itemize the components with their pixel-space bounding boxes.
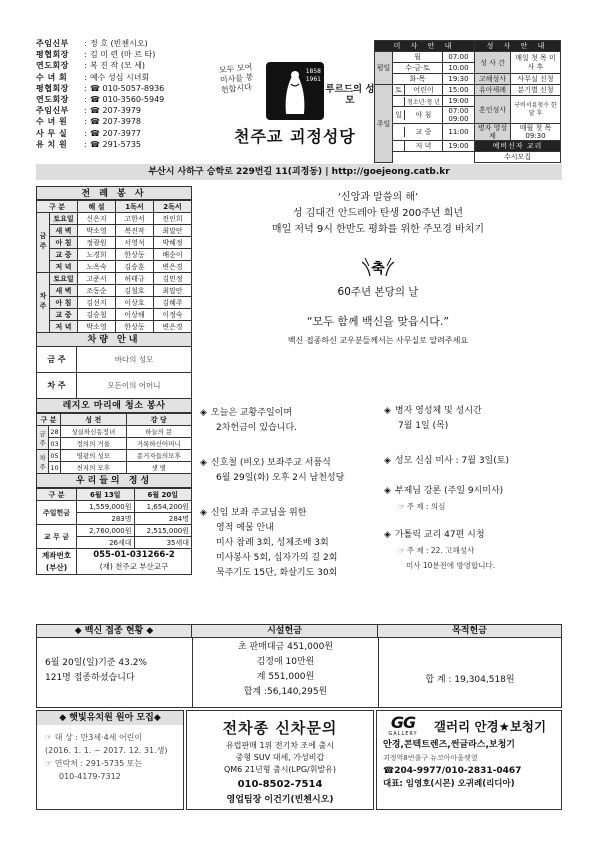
mass-row-time: 07:00 09:00: [443, 107, 475, 124]
staff-label: 유 치 원: [36, 139, 68, 149]
staff-label: 수 녀 회: [36, 72, 68, 82]
news-left-2: ◈ 신호철 (비오) 보좌주교 서품식 6월 29일(화) 오후 2시 남천성당: [200, 456, 380, 486]
vaccine-message: “모두 함께 백신을 맞읍시다.”: [306, 315, 450, 328]
cleaning-cell: 하늘의 문: [126, 426, 192, 438]
mass-row-name: 수·금·토: [393, 63, 443, 74]
mass-row-name: 청소년·청 년: [407, 98, 440, 106]
liturgy-col: 구 분: [37, 201, 78, 213]
liturgy-group-label: 금주: [39, 231, 47, 252]
lourdes-title: 루르드의 성모: [325, 84, 375, 106]
saturday-label: 토: [393, 85, 405, 95]
bank-account: [36, 549, 192, 575]
staff-value: ☎ 207-3979: [90, 106, 142, 116]
staff-label: 평협회장: [36, 50, 69, 60]
theme-line: ‘신앙과 말씀의 해’: [337, 192, 419, 203]
car-ad-phone: 010-8502-7514: [237, 779, 323, 790]
liturgy-cell: 고준서: [78, 273, 116, 285]
liturgy-cell: 한상동: [116, 249, 154, 261]
staff-directory: [36, 38, 186, 150]
bottom-table-body: [36, 638, 562, 708]
news-text: 영적 예물 안내: [216, 523, 274, 533]
news-right-2: ◈ 성모 신심 미사 : 7월 3일(토): [384, 456, 509, 466]
liturgy-cell: 노경희: [78, 249, 116, 261]
staff-row: 연도회장 : 복 진 작 (모 세): [36, 60, 186, 71]
kindergarten-ad: [36, 710, 184, 810]
vehicle-title: 차량 안내: [36, 333, 192, 347]
year-end: 1961: [305, 76, 321, 83]
staff-row: 수 녀 회 : 예수 성심 시녀회: [36, 72, 186, 83]
liturgy-cell: 김혜주: [154, 297, 192, 309]
mass-row-time: 19:30: [443, 74, 475, 85]
sacrament-name: 유아세례: [475, 85, 511, 96]
sacrament-name: 성 사 간: [475, 52, 511, 74]
cleaning-cell: 천지의 모후: [61, 462, 127, 474]
staff-label: 수 녀 원: [36, 117, 68, 127]
sacrament-name: 고해성사: [475, 74, 511, 85]
cleaning-row: [37, 438, 192, 450]
liturgy-title: 전 례 봉 사: [36, 186, 192, 200]
liturgy-cell: 정광원: [78, 237, 116, 249]
offering-edu-label: 교 무 금: [37, 525, 77, 549]
staff-value: ☎ 010-3560-5949: [90, 95, 165, 105]
cleaning-cell: 종거자들의모후: [126, 450, 192, 462]
cleaning-cell: 영광의 성모: [61, 450, 127, 462]
liturgy-cell: 박혜정: [154, 237, 192, 249]
liturgy-cell: 배순이: [154, 249, 192, 261]
staff-label: 주임신부: [36, 106, 69, 116]
gallery-logo-mark: GG: [390, 713, 416, 732]
celebration-icon: [358, 252, 398, 282]
car-dealer-ad: [186, 710, 374, 810]
staff-value: 예수 성심 시녀회: [90, 72, 150, 82]
staff-row: 평협회장 : ☎ 010-5057-8936: [36, 83, 186, 94]
car-ad-manager: 영업팀장 이건기(빈첸시오): [226, 795, 334, 805]
liturgy-row: [37, 249, 192, 261]
offering-cell: 35세대: [134, 537, 192, 549]
news-right-4: ◈ 가톨릭 교리 47편 시청 ☞ 주 제 : 22. 고해성사 미사 10분전에 방영합니다.: [384, 528, 562, 573]
staff-row: 수 녀 원 : ☎ 207-3978: [36, 116, 186, 127]
liturgy-cell: 이정숙: [154, 309, 192, 321]
car-ad-line: 중형 SUV 대세, 가성비갑: [235, 753, 325, 762]
liturgy-table: [36, 200, 192, 333]
theme-line: 성 김대건 안드레아 탄생 200주년 희년: [292, 208, 464, 219]
cleaning-group-label: 금주: [37, 426, 49, 450]
mass-row-name: 어린이: [413, 86, 434, 94]
liturgy-slot: 토요일: [50, 213, 78, 225]
sacrament-name: 병자 영성체: [475, 124, 511, 141]
liturgy-cell: 조동순: [78, 285, 116, 297]
staff-value: 복 진 작 (모 세): [90, 61, 146, 71]
liturgy-cell: 복진작: [116, 225, 154, 237]
cleaning-cell: 거룩하신어머니: [126, 438, 192, 450]
gallery-logo: [383, 715, 423, 737]
cleaning-row: [37, 450, 192, 462]
news-text: 가톨릭 교리 47편 시청: [394, 530, 485, 540]
news-text: 미사봉사 5회, 십자가의 길 2회: [216, 553, 338, 563]
news-subtext: 주 제 : 의심: [406, 502, 446, 511]
liturgy-cell: 최말안: [154, 225, 192, 237]
news-subtext: 주 제 : 22. 고해성사: [406, 546, 475, 555]
liturgy-cell: 변은경: [154, 321, 192, 333]
gallery-logo-sub: GALLERY: [388, 731, 418, 737]
staff-value: 김 미 련 (마 르 타): [90, 50, 156, 60]
vehicle-this-week-label: 금 주: [37, 347, 77, 372]
news-text: 미사 참례 3회, 성체조배 3회: [216, 538, 329, 548]
offering-cell: 283명: [77, 513, 135, 525]
news-left-3: ◈ 신임 보좌 주교님을 위한 영적 예물 안내 미사 참례 3회, 성체조배 3회 미사봉사 5회, 십자가의 길 2회 묵주기도 15단, 화살기도 30회: [200, 506, 390, 581]
sacrament-value: 매월 첫 목 09:30: [511, 124, 561, 141]
optician-ad: [376, 710, 562, 810]
church-name: 천주교 괴정성당: [234, 127, 356, 146]
offering-col: 구 분: [37, 489, 77, 501]
liturgy-cell: 이상해: [116, 309, 154, 321]
news-subtext: 미사 10분전에 방영합니다.: [406, 561, 496, 570]
main-content: [194, 186, 562, 578]
liturgy-slot: 아 침: [50, 297, 78, 309]
cleaning-row: [37, 426, 192, 438]
sacrament-value: 매일 첫 목 미사 후: [511, 52, 561, 74]
cleaning-group-label: 차주: [37, 450, 49, 474]
church-logo-block: [220, 62, 400, 154]
mass-header: 미 사 안 내: [375, 41, 475, 52]
news-text: 6월 29일(화) 오후 2시 남천성당: [216, 473, 345, 483]
svg-text:축: 축: [371, 261, 385, 277]
optician-line: 괴정역8번출구 뉴코아아울렛옆: [383, 754, 478, 762]
mass-row-name: 아 침: [415, 111, 432, 119]
staff-value: 정 호 (빈첸시오): [90, 39, 148, 48]
liturgy-cell: 허태규: [116, 273, 154, 285]
mass-row-time: 15:00: [443, 85, 475, 96]
liturgy-slot: 토요일: [50, 273, 78, 285]
optician-owner: 대표: 임영호(시몬) 오귀례(리디아): [383, 779, 515, 789]
purpose-total: 합 계 : 19,304,518원: [425, 675, 515, 685]
liturgy-slot: 새 벽: [50, 285, 78, 297]
cleaning-col: 강 당: [126, 414, 192, 426]
liturgy-slot: 아 침: [50, 237, 78, 249]
liturgy-cell: 고한서: [116, 213, 154, 225]
facility-line: 초 판매대금 451,000원: [237, 642, 334, 652]
staff-value: ☎ 207-3978: [90, 117, 142, 127]
facility-line: 계 551,000원: [256, 672, 315, 682]
liturgy-row: [37, 213, 192, 225]
liturgy-col: 1독서: [116, 201, 154, 213]
offering-cell: 1,559,000원: [77, 501, 135, 513]
motto-calligraphy: 모두 모여 미사를 봉헌합시다: [218, 62, 254, 95]
staff-row: 연도회장 : ☎ 010-3560-5949: [36, 94, 186, 105]
staff-label: 평협회장: [36, 83, 69, 93]
vehicle-next-week: [36, 373, 192, 399]
news-text: 병자 영성체 및 성시간: [394, 406, 482, 416]
bank-number: 055-01-031266-2: [93, 550, 175, 560]
news-text: 신호철 (비오) 보좌주교 서품식: [210, 458, 331, 468]
liturgy-cell: 김승훈: [116, 261, 154, 273]
liturgy-cell: 전인희: [154, 213, 192, 225]
cleaning-team-no: 10: [50, 463, 59, 472]
jubilee-title: 60주년 본당의 날: [337, 286, 419, 298]
address-bar: 부산시 사하구 승학로 229번길 11(괴정동) | http://goejeong.catb.kr: [36, 164, 562, 180]
offering-cell: 284명: [134, 513, 192, 525]
mass-schedule-table: [374, 40, 561, 163]
mary-statue-icon: [266, 62, 324, 120]
vehicle-next-week-label: 차 주: [37, 373, 77, 398]
weekday-label: 평일: [375, 52, 393, 85]
cleaning-row: [37, 462, 192, 474]
mass-row-time: 19:00: [443, 141, 475, 152]
news-text: 2차헌금이 있습니다.: [216, 423, 298, 433]
vaccine-status-header: ◆ 백신 접종 현황 ◆: [36, 624, 192, 638]
liturgy-slot: 저 녁: [50, 261, 78, 273]
cleaning-col: 성 전: [61, 414, 127, 426]
liturgy-cell: 김승철: [78, 309, 116, 321]
cleaning-team-no: 05: [50, 451, 59, 460]
staff-row: 주임신부 : 정 호 (빈첸시오): [36, 38, 186, 49]
liturgy-row: [37, 285, 192, 297]
liturgy-cell: 신은지: [78, 213, 116, 225]
sacrament-header: 성 사 안 내: [475, 41, 561, 52]
liturgy-slot: 저 녁: [50, 321, 78, 333]
liturgy-cell: 김선지: [78, 297, 116, 309]
liturgy-cell: 박소영: [78, 321, 116, 333]
cleaning-col: 구 분: [37, 414, 61, 426]
kindergarten-line: 010-4179-7312: [59, 772, 121, 781]
liturgy-cell: 최말안: [154, 285, 192, 297]
news-text: 부제님 강론 (주일 9시미사): [394, 486, 504, 496]
liturgy-slot: 교 중: [50, 309, 78, 321]
kindergarten-line: ☞ 대 상 : 만3세·4세 어린이: [45, 733, 143, 742]
bank-owner: (재) 천주교 부산교구: [99, 562, 169, 571]
offering-col: 6월 13일: [77, 489, 135, 501]
news-right-3: ◈ 부제님 강론 (주일 9시미사) ☞ 주 제 : 의심: [384, 486, 504, 511]
liturgy-col: 2독서: [154, 201, 192, 213]
mass-row-time: 11:00: [443, 124, 475, 141]
news-text: 신임 보좌 주교님을 위한: [210, 508, 307, 518]
mass-row-time: 10:00: [443, 63, 475, 74]
cleaning-table: [36, 413, 192, 474]
kindergarten-title: ◆ 햇빛유치원 원아 모집◆: [37, 711, 183, 725]
staff-row: 주임신부 : ☎ 207-3979: [36, 105, 186, 116]
year-theme: [194, 190, 562, 238]
vaccine-subtext: 백신 접종하신 교우분들께서는 사무실로 알려주세요: [287, 336, 469, 345]
liturgy-row: [37, 261, 192, 273]
theme-line: 매일 저녁 9시 한반도 평화를 위한 주모경 바치기: [271, 224, 485, 235]
staff-row: 사 무 실 : ☎ 207-3977: [36, 128, 186, 139]
vehicle-this-week: [36, 347, 192, 373]
bank-label: 계좌번호 (부산): [37, 549, 77, 574]
optician-line: 안경,콘텍트렌즈,썬글라스,보청기: [383, 740, 515, 750]
vehicle-this-week-value: 바다의 성모: [114, 355, 154, 364]
staff-label: 사 무 실: [36, 128, 68, 138]
staff-label: 주임신부: [36, 39, 69, 48]
liturgy-cell: 서영석: [116, 237, 154, 249]
news-text: 묵주기도 15단, 화살기도 30회: [216, 568, 338, 578]
offering-table: [36, 488, 192, 549]
liturgy-col: 해 설: [78, 201, 116, 213]
staff-value: ☎ 207-3977: [90, 128, 142, 138]
car-ad-title: 전차종 신차문의: [222, 719, 338, 737]
staff-label: 연도회장: [36, 61, 69, 71]
facility-line: 김정애 10만원: [256, 657, 315, 667]
youth-title: 레지오 마리애 청소 봉사: [36, 399, 192, 413]
vaccine-count: 121명 접종하셨습니다: [45, 673, 135, 683]
liturgy-cell: 김철호: [116, 285, 154, 297]
vaccine-rate: 6월 20일(일)기준 43.2%: [45, 658, 147, 668]
liturgy-row: [37, 321, 192, 333]
year-start: 1858: [305, 68, 321, 75]
liturgy-row: [37, 297, 192, 309]
liturgy-cell: 박소영: [78, 225, 116, 237]
news-left-1: ◈ 오늘은 교황주일이며 2차헌금이 있습니다.: [200, 406, 380, 436]
sacrament-value: 구비서류첫수 한 달 후: [511, 96, 561, 124]
liturgy-row: [37, 273, 192, 285]
sacrament-name: 혼인성사: [475, 96, 511, 124]
vehicle-next-week-value: 모든이의 어머니: [107, 381, 161, 390]
staff-row: 평협회장 : 김 미 련 (마 르 타): [36, 49, 186, 60]
staff-row: 유 치 원 : ☎ 291-5735: [36, 139, 186, 150]
facility-offering-header: 시설헌금: [192, 624, 378, 638]
liturgy-cell: 한상동: [116, 321, 154, 333]
liturgy-row: [37, 237, 192, 249]
mass-row-name: 월: [393, 52, 443, 63]
news-text: 성모 신심 미사 : 7월 3일(토): [394, 456, 509, 466]
kindergarten-line: ☞ 연락처 : 291-5735 또는: [45, 759, 143, 768]
car-ad-line: 유럽판매 1위 전기차 조에 출시: [226, 741, 334, 750]
cleaning-cell: 성실하신동정녀: [61, 426, 127, 438]
liturgy-cell: 변은경: [154, 261, 192, 273]
offering-cell: 2,760,000원: [77, 525, 135, 537]
cleaning-team-no: 28: [50, 427, 59, 436]
sunday-sub-label: 일: [393, 110, 405, 120]
left-column: [36, 186, 192, 575]
offering-cell: 1,654,200원: [134, 501, 192, 513]
staff-value: ☎ 291-5735: [90, 139, 142, 149]
purpose-offering-header: 목적헌금: [378, 624, 562, 638]
liturgy-group-label: 차주: [39, 291, 47, 312]
staff-value: ☎ 010-5057-8936: [90, 83, 165, 93]
cleaning-cell: 정의의 거울: [61, 438, 127, 450]
liturgy-slot: 새 벽: [50, 225, 78, 237]
mass-row-time: 19:00: [443, 96, 475, 107]
liturgy-slot: 교 중: [50, 249, 78, 261]
offering-main-label: 주일헌금: [37, 501, 77, 525]
sunday-label: 주일: [375, 85, 393, 163]
offering-col: 6월 20일: [134, 489, 192, 501]
mass-row-time: 07:00: [443, 52, 475, 63]
kindergarten-line: (2016. 1. 1. ~ 2017. 12. 31.생): [45, 746, 168, 755]
liturgy-cell: 노옥숙: [78, 261, 116, 273]
cleaning-cell: 샛 별: [126, 462, 192, 474]
news-text: 오늘은 교황주일이며: [210, 408, 293, 418]
car-ad-line: QM6 21년형 출시(LPG/휘발유): [223, 765, 337, 774]
news-text: 7월 1일 (목): [398, 421, 449, 431]
bottom-table-header: [36, 624, 562, 638]
mass-row-name: 저 녁: [415, 142, 432, 150]
offering-title: 우리들의 정성: [36, 474, 192, 488]
liturgy-row: [37, 225, 192, 237]
optician-phone: ☎204-9977/010-2831-0467: [383, 766, 522, 776]
offering-cell: 2,515,000원: [134, 525, 192, 537]
optician-title: 갤러리 안경★보청기: [433, 719, 547, 734]
sacrament-value: 사무실 신청: [511, 74, 561, 85]
sacrament-value: 분기별 신청: [511, 85, 561, 96]
staff-label: 연도회장: [36, 95, 69, 105]
liturgy-cell: 김민정: [154, 273, 192, 285]
news-right-1: ◈ 병자 영성체 및 성시간 7월 1일 (목): [384, 404, 562, 434]
catechumen-value: 수시모집: [475, 152, 561, 163]
mass-row-name: 화·목: [393, 74, 443, 85]
catechumen-header: 예비신자 교리: [475, 141, 561, 152]
liturgy-row: [37, 309, 192, 321]
facility-total: 합계 :56,140,295원: [243, 687, 328, 697]
mass-row-name: 교 중: [415, 128, 432, 136]
liturgy-cell: 이상호: [116, 297, 154, 309]
offering-cell: 26세대: [77, 537, 135, 549]
cleaning-team-no: 03: [50, 439, 59, 448]
